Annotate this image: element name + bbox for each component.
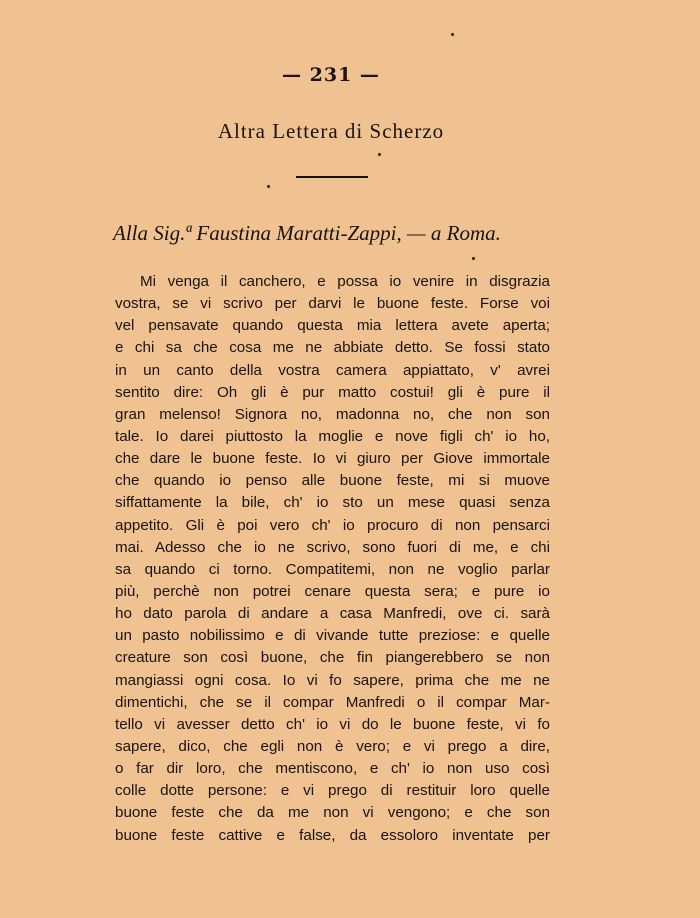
body-line: vel pensavate quando questa mia lettera avete aperta;: [115, 317, 550, 335]
body-line: vostra, se vi scrivo per darvi le buone feste. Forse voi: [115, 295, 550, 313]
body-line: in un canto della vostra camera appiattato, v' avrei: [115, 361, 550, 379]
page-number: — 231 —: [282, 64, 380, 86]
body-line: o far dir loro, che mentiscono, e ch' io non uso così: [115, 760, 550, 778]
body-line: mangiassi ogni cosa. Io vi fo sapere, prima che me ne: [115, 671, 550, 689]
body-line: buone feste che da me non vi vengono; e che son: [115, 804, 550, 822]
body-line: che dare le buone feste. Io vi giuro per Giove immortale: [115, 450, 550, 468]
body-line: mai. Adesso che io ne scrivo, sono fuori di me, e chi: [115, 538, 550, 556]
print-speck: [267, 185, 270, 188]
body-line: ho dato parola di andare a casa Manfredi, ove ci. sarà: [115, 605, 550, 623]
body-line: dimentichi, che se il compar Manfredi o il compar Mar-: [115, 693, 550, 711]
body-line: che quando io penso alle buone feste, mi si muove: [115, 472, 550, 490]
body-line: appetito. Gli è poi vero ch' io procuro di non pensarci: [115, 516, 550, 534]
body-line: tello vi avesser detto ch' io vi do le buone feste, vi fo: [115, 715, 550, 733]
body-line: e chi sa che cosa me ne abbiate detto. Se fossi stato: [115, 339, 550, 357]
letter-addressee: Alla Sig.ª Faustina Maratti-Zappi, — a Roma.: [113, 221, 501, 245]
body-line: colle dotte persone: e vi prego di restituir loro quelle: [115, 782, 550, 800]
body-line: un pasto nobilissimo e di vivande tutte preziose: e quelle: [115, 627, 550, 645]
heading-divider: [296, 176, 368, 178]
body-line: Mi venga il canchero, e possa io venire in disgrazia: [140, 273, 550, 290]
body-line: gran melenso! Signora no, madonna no, che non son: [115, 405, 550, 423]
body-line: creature son così buone, che fin piangerebbero se non: [115, 649, 550, 667]
body-line: sapere, dico, che egli non è vero; e vi prego a dire,: [115, 737, 550, 755]
body-line: tale. Io darei piuttosto la moglie e nove figli ch' io ho,: [115, 427, 550, 445]
letter-heading: Altra Lettera di Scherzo: [217, 119, 445, 143]
body-line: siffattamente la bile, ch' io sto un mese quasi senza: [115, 494, 550, 512]
body-line: buone feste cattive e false, da essoloro inventate per: [115, 826, 550, 844]
body-line: sa quando ci torno. Compatitemi, non ne voglio parlar: [115, 560, 550, 578]
body-line: più, perchè non potrei cenare questa sera; e pure io: [115, 582, 550, 600]
print-speck: [472, 257, 475, 260]
letter-body: [115, 271, 550, 847]
print-speck: [451, 33, 454, 36]
print-speck: [378, 153, 381, 156]
body-line: sentito dire: Oh gli è pur matto costui! gli è pure il: [115, 383, 550, 401]
